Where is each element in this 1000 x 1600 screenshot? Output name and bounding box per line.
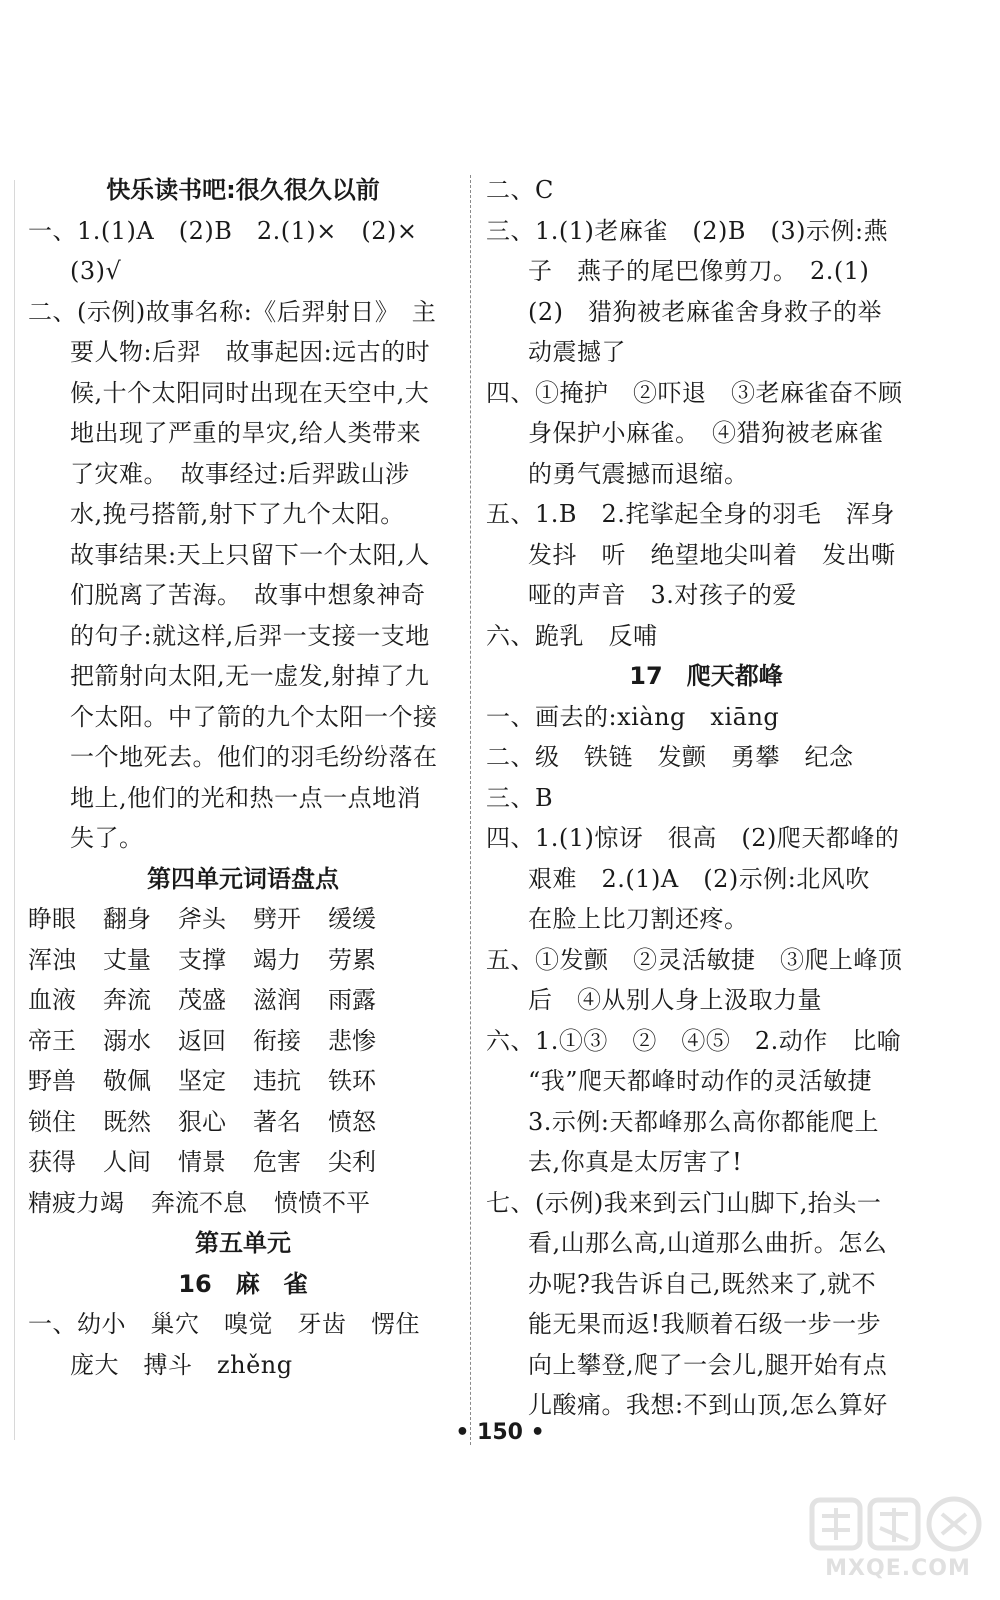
answer-line: 七、(示例)我来到云门山脚下,抬头一: [486, 1188, 882, 1217]
answer-line: 庞大 搏斗 zhěng: [70, 1350, 293, 1379]
word: 帝王: [28, 1026, 76, 1055]
word: 衔接: [253, 1026, 301, 1055]
answer-line: 在脸上比刀割还疼。: [528, 905, 749, 933]
word: 坚定: [178, 1067, 226, 1095]
answer-line: 地出现了严重的旱灾,给人类带来: [70, 419, 422, 447]
word: 获得: [28, 1148, 76, 1176]
word: 危害: [253, 1148, 301, 1176]
answer-line: 二、C: [486, 176, 554, 204]
word: 缓缓: [328, 905, 376, 933]
answer-logo-icon: [808, 1494, 988, 1554]
answer-line: 身保护小麻雀。 ④猎狗被老麻雀: [528, 419, 884, 447]
page-number: • 150 •: [455, 1420, 545, 1445]
answer-line: 发抖 听 绝望地尖叫着 发出嘶: [528, 540, 896, 569]
idiom: 精疲力竭: [28, 1188, 124, 1217]
answer-line: 六、1.①③ ② ④⑤ 2.动作 比喻: [486, 1026, 902, 1055]
word: 斧头: [178, 905, 226, 933]
word-row: [28, 1102, 458, 1143]
answer-line: 的勇气震撼而退缩。: [528, 459, 749, 488]
word-row: [28, 1061, 458, 1102]
left-column: [28, 170, 458, 1385]
word-row: [28, 940, 458, 981]
answer-line: 一个地死去。他们的羽毛纷纷落在: [70, 743, 438, 771]
word: 血液: [28, 986, 76, 1014]
word: 溺水: [103, 1026, 151, 1055]
column-divider: [470, 175, 471, 1445]
word: 雨露: [328, 986, 376, 1014]
answer-line: “我”爬天都峰时动作的灵活敏捷: [528, 1067, 873, 1095]
word: 滋润: [253, 986, 301, 1014]
watermark-text: MXQE.COM: [825, 1556, 971, 1581]
word: 丈量: [103, 945, 151, 974]
section-title-unit4-words: 第四单元词语盘点: [147, 864, 339, 893]
word: 浑浊: [28, 945, 76, 974]
word: 支撑: [178, 945, 226, 974]
word: 悲惨: [328, 1026, 376, 1055]
binding-margin-line: [14, 180, 15, 1440]
word-row: [28, 980, 458, 1021]
word: 睁眼: [28, 905, 76, 933]
answer-line: 失了。: [70, 824, 144, 852]
answer-line: 六、跪乳 反哺: [486, 621, 658, 650]
word: 情景: [178, 1148, 226, 1176]
answer-line: 办呢?我告诉自己,既然来了,就不: [528, 1269, 877, 1298]
answer-line: 一、画去的:xiàng xiāng: [486, 702, 780, 731]
word: 狠心: [178, 1107, 226, 1136]
word: 违抗: [253, 1067, 301, 1095]
word: 敬佩: [103, 1067, 151, 1095]
answer-line: 五、1.B 2.挓挲起全身的羽毛 浑身: [486, 500, 895, 528]
answer-line: (3)√: [70, 257, 122, 285]
watermark: [808, 1494, 988, 1590]
right-column: [486, 170, 926, 1426]
answer-line: 二、(示例)故事名称:《后羿射日》 主: [28, 297, 437, 326]
answer-line: 个太阳。中了箭的九个太阳一个接: [70, 702, 438, 731]
word-row: [28, 1142, 458, 1183]
answer-line: 故事结果:天上只留下一个太阳,人: [70, 540, 430, 569]
answer-line: 动震撼了: [528, 338, 626, 366]
answer-line: 能无果而返!我顺着石级一步一步: [528, 1310, 882, 1338]
word: 劈开: [253, 905, 301, 933]
unit5-title: 第五单元: [195, 1229, 291, 1257]
word-row: [28, 1021, 458, 1062]
word: 奔流: [103, 986, 151, 1014]
answer-line: 候,十个太阳同时出现在天空中,大: [70, 378, 430, 407]
answer-line: 后 ④从别人身上汲取力量: [528, 986, 822, 1014]
word: 尖利: [328, 1148, 376, 1176]
word: 铁环: [328, 1067, 376, 1095]
answer-line: 看,山那么高,山道那么曲折。怎么: [528, 1229, 888, 1257]
lesson16-title: 16 麻 雀: [178, 1269, 308, 1298]
word: 愤怒: [328, 1107, 376, 1136]
answer-line: 五、①发颤 ②灵活敏捷 ③爬上峰顶: [486, 945, 903, 974]
answer-line: 二、级 铁链 发颤 勇攀 纪念: [486, 743, 854, 771]
answer-line: 把箭射向太阳,无一虚发,射掉了九: [70, 662, 430, 690]
word: 竭力: [253, 945, 301, 974]
lesson17-title: 17 爬天都峰: [629, 662, 783, 690]
answer-line: 向上攀登,爬了一会儿,腿开始有点: [528, 1350, 888, 1379]
word-row: [28, 899, 458, 940]
word: 茂盛: [178, 986, 226, 1014]
answer-line: 的句子:就这样,后羿一支接一支地: [70, 621, 430, 650]
answer-line: 去,你真是太厉害了!: [528, 1148, 743, 1176]
word: 既然: [103, 1107, 151, 1136]
answer-line: 四、①掩护 ②吓退 ③老麻雀奋不顾: [486, 378, 903, 407]
answer-line: (2) 猎狗被老麻雀舍身救子的举: [528, 297, 882, 326]
answer-line: 地上,他们的光和热一点一点地消: [70, 783, 422, 812]
answer-line: 子 燕子的尾巴像剪刀。 2.(1): [528, 257, 870, 285]
section-title-reading-bar: 快乐读书吧:很久很久以前: [106, 176, 380, 204]
word: 野兽: [28, 1067, 76, 1095]
answer-line: 水,挽弓搭箭,射下了九个太阳。: [70, 500, 405, 528]
answer-line: 四、1.(1)惊讶 很高 (2)爬天都峰的: [486, 824, 900, 852]
idiom: 愤愤不平: [274, 1188, 370, 1217]
answer-line: 儿酸痛。我想:不到山顶,怎么算好: [528, 1391, 888, 1419]
answer-line: 了灾难。 故事经过:后羿跋山涉: [70, 459, 410, 488]
answer-line: 三、1.(1)老麻雀 (2)B (3)示例:燕: [486, 216, 889, 245]
answer-line: 要人物:后羿 故事起因:远古的时: [70, 338, 431, 366]
answer-line: 三、B: [486, 783, 554, 812]
answer-line: 3.示例:天都峰那么高你都能爬上: [528, 1107, 879, 1136]
answer-line: 艰难 2.(1)A (2)示例:北风吹: [528, 864, 870, 893]
word: 翻身: [103, 905, 151, 933]
answer-line: 们脱离了苦海。 故事中想象神奇: [70, 581, 426, 609]
word: 锁住: [28, 1107, 76, 1136]
word: 著名: [253, 1107, 301, 1136]
answer-line: 哑的声音 3.对孩子的爱: [528, 581, 797, 609]
idiom-row: [28, 1183, 458, 1224]
idiom: 奔流不息: [151, 1188, 247, 1217]
word: 返回: [178, 1026, 226, 1055]
answer-line: 一、1.(1)A (2)B 2.(1)× (2)×: [28, 216, 418, 245]
answer-line: 一、幼小 巢穴 嗅觉 牙齿 愣住: [28, 1310, 420, 1338]
word: 人间: [103, 1148, 151, 1176]
word: 劳累: [328, 945, 376, 974]
